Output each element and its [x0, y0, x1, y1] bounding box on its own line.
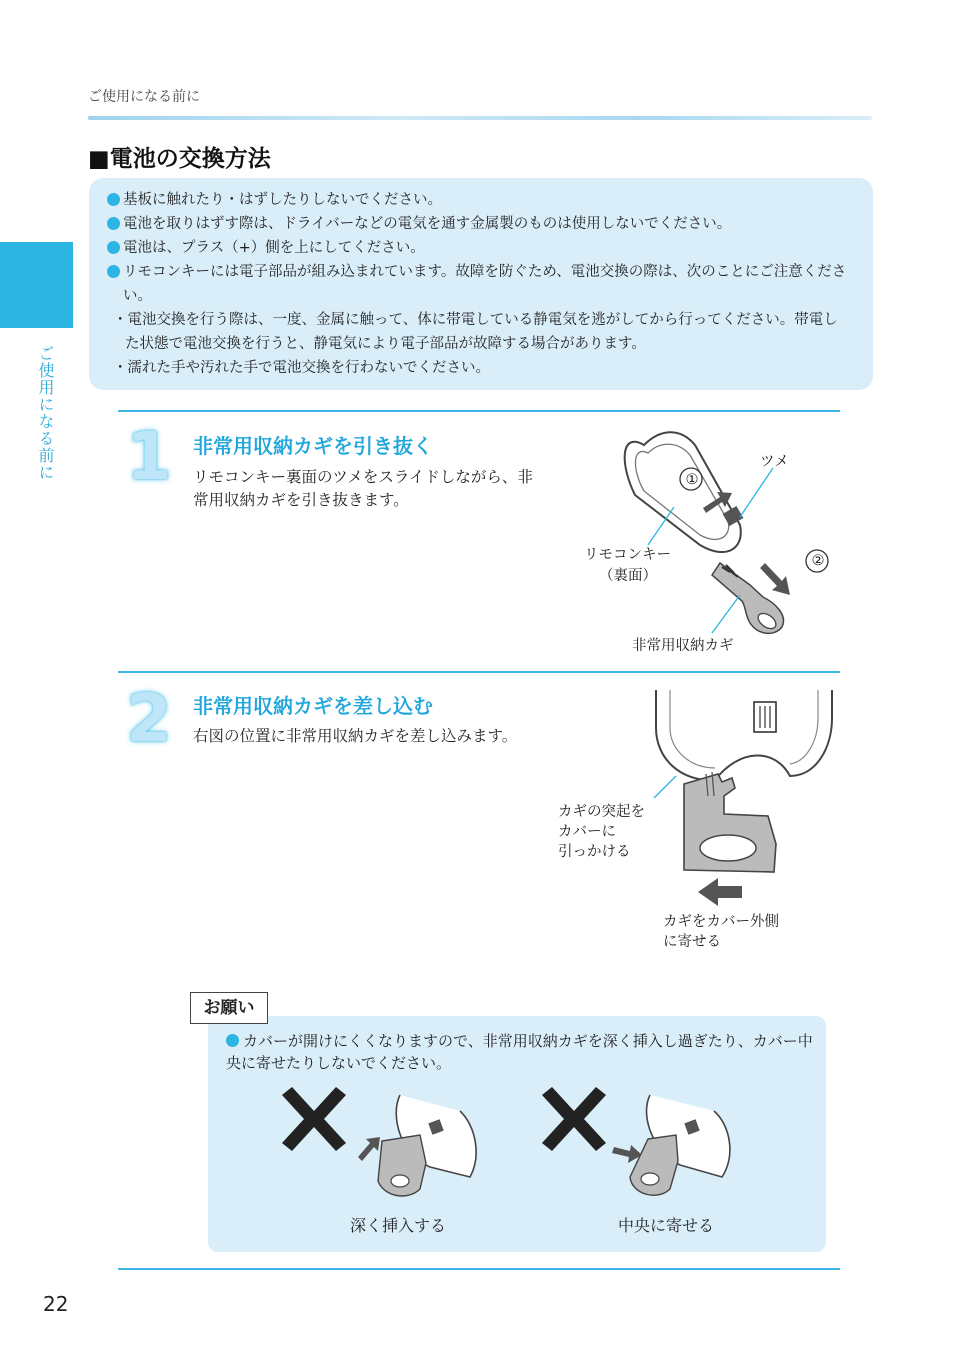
side-tab-marker — [0, 242, 73, 328]
section-title: ■電池の交換方法 — [88, 146, 271, 172]
remote-key-deep — [378, 1095, 476, 1196]
bullet-icon — [107, 265, 120, 278]
step1-number: 1 — [126, 418, 172, 495]
chapter-header: ご使用になる前に — [88, 89, 200, 105]
step2-body: 右図の位置に非常用収納カギを差し込みます。 — [193, 727, 518, 745]
bottom-divider — [118, 1268, 840, 1270]
notes-box — [89, 178, 873, 390]
step1-divider — [118, 410, 840, 412]
key-pointer-line — [712, 595, 740, 633]
step2-divider — [118, 671, 840, 673]
caution-figure-center — [530, 1085, 760, 1205]
note-item: 電池を取りはずす際は、ドライバーなどの電気を通す金属製のものは使用しないでください。 — [107, 212, 873, 236]
step2-title: 非常用収納カギを差し込む — [193, 694, 433, 718]
header-divider — [88, 116, 872, 120]
note-item: 電池は、プラス（+）側を上にしてください。 — [107, 236, 873, 260]
caution-figure-deep — [270, 1085, 500, 1205]
note-item: リモコンキーには電子部品が組み込まれています。故障を防ぐため、電池交換の際は、次のことにご注意ください。 — [107, 260, 863, 308]
caution-caption-center: 中央に寄せる — [618, 1216, 715, 1235]
cross-mark-icon — [542, 1087, 606, 1151]
hook-label-2: カバーに — [558, 824, 616, 840]
step1-circle-2-label: ② — [811, 553, 825, 569]
hook-label-1: カギの突起を — [558, 804, 645, 820]
cross-mark-icon — [282, 1087, 346, 1151]
remote-label: リモコンキー — [584, 547, 671, 563]
caution-tag: お願い — [190, 992, 268, 1024]
remote-label-sub: （裏面） — [599, 568, 657, 584]
bullet-icon — [226, 1034, 239, 1047]
inserted-key — [684, 772, 776, 872]
bullet-icon — [107, 241, 120, 254]
note-sub-item: ・濡れた手や汚れた手で電池交換を行わないでください。 — [113, 360, 490, 376]
step1-title: 非常用収納カギを引き抜く — [193, 434, 433, 458]
arrow-left-icon — [698, 878, 742, 906]
slide-label-2: に寄せる — [663, 934, 721, 950]
bullet-icon — [107, 217, 120, 230]
side-tab-label: ご使用になる前に — [36, 345, 55, 481]
slide-label-1: カギをカバー外側 — [663, 914, 779, 930]
remote-cover — [656, 690, 832, 780]
bullet-icon — [107, 193, 120, 206]
page-number: 22 — [43, 1292, 69, 1316]
step2-number: 2 — [126, 680, 172, 757]
tsume-pointer-line — [740, 468, 773, 517]
note-sub-item: ・電池交換を行う際は、一度、金属に触って、体に帯電している静電気を逃がしてから行ってください。帯電した状態で電池交換を行うと、静電気により電子部品が故障する場合があります。 — [113, 312, 838, 352]
caution-text: カバーが開けにくくなりますので、非常用収納カギを深く挿入し過ぎたり、カバー中央に寄せたりしないでください。 — [226, 1032, 813, 1072]
arrow-2-icon — [760, 563, 790, 595]
remote-key-center — [630, 1095, 730, 1195]
hook-pointer-line — [654, 776, 676, 798]
remote-key-back — [625, 432, 744, 552]
arrow-diagonal-icon — [358, 1137, 380, 1161]
step1-circle-1-label: ① — [685, 472, 699, 488]
hook-label-3: 引っかける — [558, 844, 631, 860]
tsume-label: ツメ — [760, 454, 789, 470]
note-item: 基板に触れたり・はずしたりしないでください。 — [107, 188, 873, 212]
key-label: 非常用収納カギ — [632, 638, 734, 654]
caution-caption-deep: 深く挿入する — [350, 1216, 447, 1235]
step1-body: リモコンキー裏面のツメをスライドしながら、非常用収納カギを引き抜きます。 — [193, 468, 533, 509]
step2-illustration — [640, 688, 840, 913]
